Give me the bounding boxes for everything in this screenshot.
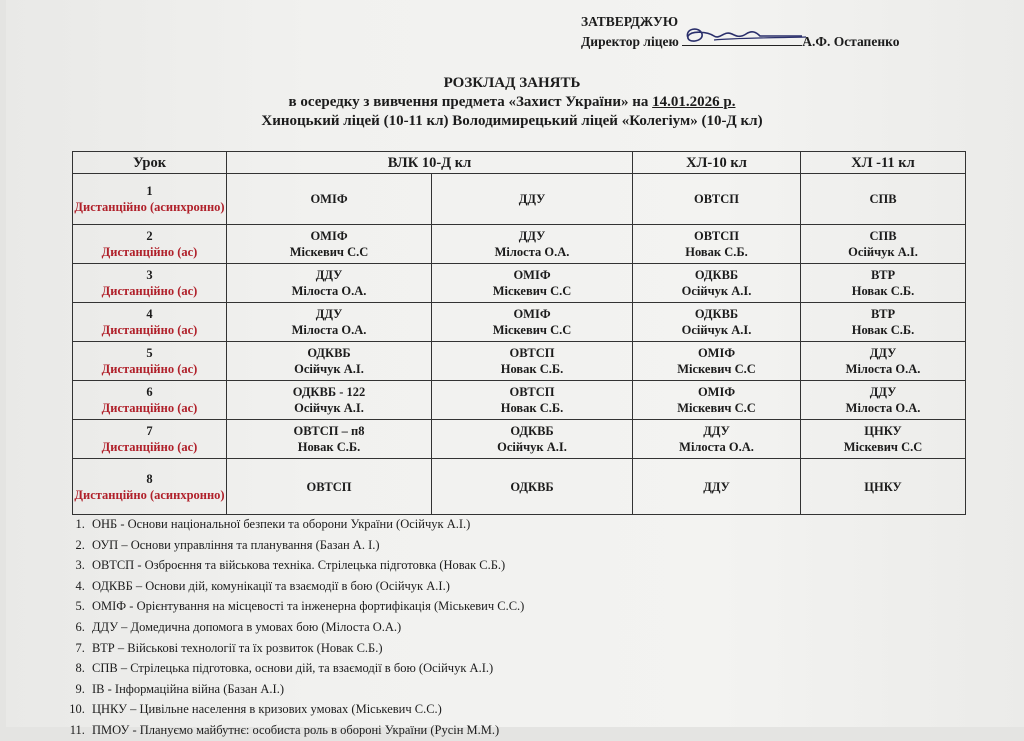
- subject-code: ОВТСП: [509, 346, 555, 360]
- teacher-name: Мілоста О.А.: [845, 362, 921, 376]
- lesson-cell: [73, 459, 227, 515]
- header-xl10: ХЛ-10 кл: [633, 152, 801, 174]
- schedule-body: [73, 174, 966, 515]
- subject-code: СПВ: [869, 192, 897, 206]
- subject-cell: [633, 174, 801, 225]
- lesson-cell: [73, 381, 227, 420]
- subject-code: ЦНКУ: [864, 424, 902, 438]
- lesson-number: 3: [146, 268, 153, 282]
- table-row: [73, 225, 966, 264]
- teacher-name: Осійчук А.І.: [681, 284, 752, 298]
- subject-code: ДДУ: [315, 307, 343, 321]
- subject-cell: [432, 303, 633, 342]
- subject-code: ОМІФ: [310, 192, 348, 206]
- approval-block: [581, 12, 899, 52]
- signature: [682, 32, 802, 46]
- table-row: [73, 264, 966, 303]
- lesson-number: 8: [146, 471, 153, 486]
- subject-cell: [801, 342, 966, 381]
- teacher-name: Міскевич С.С: [843, 440, 923, 454]
- legend-item: 5. ОМІФ - Орієнтування на місцевості та інженерна фортифікація (Міськевич С.С.): [88, 596, 524, 617]
- teacher-name: Мілоста О.А.: [291, 284, 367, 298]
- legend-item: 9. ІВ - Інформаційна війна (Базан А.І.): [88, 679, 524, 700]
- teacher-name: Міскевич С.С: [492, 284, 572, 298]
- teacher-name: Новак С.Б.: [851, 323, 915, 337]
- subject-code: ДДУ: [869, 346, 897, 360]
- subject-code: ДДУ: [315, 268, 343, 282]
- table-row: [73, 342, 966, 381]
- title-line-3: Хиноцький ліцей (10-11 кл) Володимирецький ліцей «Колегіум» (10-Д кл): [261, 113, 763, 129]
- signature-icon: [674, 22, 814, 48]
- subject-code: ВТР: [870, 307, 896, 321]
- subject-code: ОВТСП: [694, 229, 739, 243]
- lesson-mode: Дистанційно (ас): [101, 401, 198, 415]
- subject-code: ДДУ: [703, 479, 730, 494]
- legend-item: 7. ВТР – Військові технології та їх розвиток (Новак С.Б.): [88, 638, 524, 659]
- legend-item: 4. ОДКВБ – Основи дій, комунікації та взаємодії в бою (Осійчук А.І.): [88, 576, 524, 597]
- subject-cell: [801, 381, 966, 420]
- teacher-name: Осійчук А.І.: [294, 362, 364, 376]
- subject-cell: [227, 174, 432, 225]
- title-line-1: РОЗКЛАД ЗАНЯТЬ: [443, 75, 581, 91]
- teacher-name: Мілоста О.А.: [291, 323, 367, 337]
- approval-name: А.Ф. Остапенко: [802, 34, 900, 49]
- teacher-name: Міскевич С.С: [289, 245, 369, 259]
- subject-code: ОДКВБ: [694, 307, 739, 321]
- subject-cell: [633, 342, 801, 381]
- subject-cell: [432, 381, 633, 420]
- lesson-mode: Дистанційно (ас): [101, 362, 198, 376]
- lesson-number: 1: [146, 184, 153, 198]
- subject-code: ДДУ: [869, 385, 897, 399]
- subject-code: ОДКВБ: [694, 268, 739, 282]
- approval-position: Директор ліцею: [581, 34, 679, 49]
- subject-cell: [633, 381, 801, 420]
- subject-cell: [227, 264, 432, 303]
- subject-cell: [801, 264, 966, 303]
- subject-cell: [227, 459, 432, 515]
- page-title: [0, 74, 1024, 131]
- teacher-name: Мілоста О.А.: [845, 401, 921, 415]
- subject-cell: [633, 225, 801, 264]
- subject-code: СПВ: [869, 229, 897, 243]
- subject-cell: [227, 225, 432, 264]
- lesson-cell: [73, 420, 227, 459]
- lesson-number: 2: [146, 229, 153, 243]
- subject-code: ДДУ: [518, 229, 546, 243]
- subject-code: ДДУ: [703, 424, 730, 438]
- subject-code: ОВТСП – п8: [293, 424, 365, 438]
- title-line-2-prefix: в осередку з вивчення предмета «Захист України» на: [288, 94, 653, 110]
- teacher-name: Новак С.Б.: [500, 401, 564, 415]
- subject-cell: [432, 225, 633, 264]
- subject-code: ОМІФ: [513, 268, 551, 282]
- schedule-table: [72, 151, 966, 515]
- subject-cell: [633, 264, 801, 303]
- approval-title: ЗАТВЕРДЖУЮ: [581, 14, 679, 29]
- legend-item: 2. ОУП – Основи управління та планування (Базан А. І.): [88, 535, 524, 556]
- subject-cell: [227, 420, 432, 459]
- subject-cell: [633, 303, 801, 342]
- lesson-mode: Дистанційно (асинхронно): [74, 200, 225, 214]
- teacher-name: Новак С.Б.: [851, 284, 915, 298]
- subject-cell: [633, 459, 801, 515]
- table-row: [73, 174, 966, 225]
- subject-code: ОМІФ: [513, 307, 551, 321]
- legend-item: 8. СПВ – Стрілецька підготовка, основи дій, та взаємодії в бою (Осійчук А.І.): [88, 658, 524, 679]
- subject-code: ОДКВБ: [510, 424, 554, 438]
- lesson-mode: Дистанційно (ас): [101, 440, 198, 454]
- teacher-name: Міскевич С.С: [492, 323, 572, 337]
- lesson-cell: [73, 264, 227, 303]
- lesson-cell: [73, 174, 227, 225]
- lesson-number: 5: [146, 346, 153, 360]
- subject-cell: [432, 459, 633, 515]
- lesson-mode: Дистанційно (ас): [101, 245, 198, 259]
- subject-cell: [432, 174, 633, 225]
- teacher-name: Новак С.Б.: [297, 440, 361, 454]
- subject-cell: [227, 381, 432, 420]
- teacher-name: Новак С.Б.: [500, 362, 564, 376]
- subject-code: ОМІФ: [697, 346, 736, 360]
- subject-cell: [633, 420, 801, 459]
- legend-item: 3. ОВТСП - Озброєння та військова техніка. Стрілецька підготовка (Новак С.Б.): [88, 555, 524, 576]
- teacher-name: Осійчук А.І.: [848, 245, 918, 259]
- subject-code: ОМІФ: [310, 229, 348, 243]
- header-xl11: ХЛ -11 кл: [801, 152, 966, 174]
- lesson-number: 7: [146, 424, 153, 438]
- legend-item: 10. ЦНКУ – Цивільне населення в кризових умовах (Міськевич С.С.): [88, 699, 524, 720]
- table-row: [73, 381, 966, 420]
- teacher-name: Осійчук А.І.: [681, 323, 752, 337]
- table-header-row: [73, 152, 966, 174]
- subject-cell: [801, 225, 966, 264]
- subject-code: ОДКВБ: [307, 346, 351, 360]
- subject-cell: [432, 264, 633, 303]
- subject-code: ОДКВБ: [510, 479, 554, 494]
- subject-code: ОДКВБ - 122: [292, 385, 366, 399]
- approval-line: [581, 32, 899, 52]
- subject-cell: [801, 459, 966, 515]
- table-row: [73, 303, 966, 342]
- lesson-mode: Дистанційно (ас): [101, 323, 198, 337]
- lesson-cell: [73, 342, 227, 381]
- teacher-name: Мілоста О.А.: [494, 245, 570, 259]
- title-line-2: [0, 93, 1024, 112]
- teacher-name: Осійчук А.І.: [294, 401, 364, 415]
- teacher-name: Міскевич С.С: [677, 362, 756, 376]
- subject-code: ОВТСП: [509, 385, 555, 399]
- lesson-mode: Дистанційно (ас): [101, 284, 198, 298]
- teacher-name: Осійчук А.І.: [497, 440, 567, 454]
- lesson-number: 6: [146, 385, 153, 399]
- legend-item: 6. ДДУ – Домедична допомога в умовах бою (Мілоста О.А.): [88, 617, 524, 638]
- subject-code: ОМІФ: [697, 385, 736, 399]
- subject-cell: [801, 420, 966, 459]
- header-vlk: ВЛК 10-Д кл: [227, 152, 633, 174]
- legend-item: 11. ПМОУ - Плануємо майбутнє: особиста роль в обороні України (Русін М.М.): [88, 720, 524, 741]
- lesson-number: 4: [146, 307, 153, 321]
- legend-item: 1. ОНБ - Основи національної безпеки та оборони України (Осійчук А.І.): [88, 514, 524, 535]
- subject-cell: [801, 303, 966, 342]
- lesson-cell: [73, 303, 227, 342]
- schedule-date: 14.01.2026 р.: [652, 94, 736, 110]
- subject-cell: [432, 420, 633, 459]
- subject-cell: [801, 174, 966, 225]
- teacher-name: Міскевич С.С: [677, 401, 756, 415]
- teacher-name: Новак С.Б.: [685, 245, 748, 259]
- subject-cell: [227, 303, 432, 342]
- subject-code: ДДУ: [518, 192, 546, 206]
- subject-cell: [432, 342, 633, 381]
- table-row: [73, 459, 966, 515]
- subject-cell: [227, 342, 432, 381]
- subject-code: ЦНКУ: [864, 479, 902, 494]
- lesson-mode: Дистанційно (асинхронно): [74, 487, 225, 502]
- subject-code: ОВТСП: [306, 479, 352, 494]
- header-lesson: Урок: [73, 152, 227, 174]
- subject-code: ОВТСП: [694, 192, 739, 206]
- subject-code: ВТР: [870, 268, 896, 282]
- abbreviation-legend: [70, 514, 524, 741]
- teacher-name: Мілоста О.А.: [679, 440, 754, 454]
- table-row: [73, 420, 966, 459]
- lesson-cell: [73, 225, 227, 264]
